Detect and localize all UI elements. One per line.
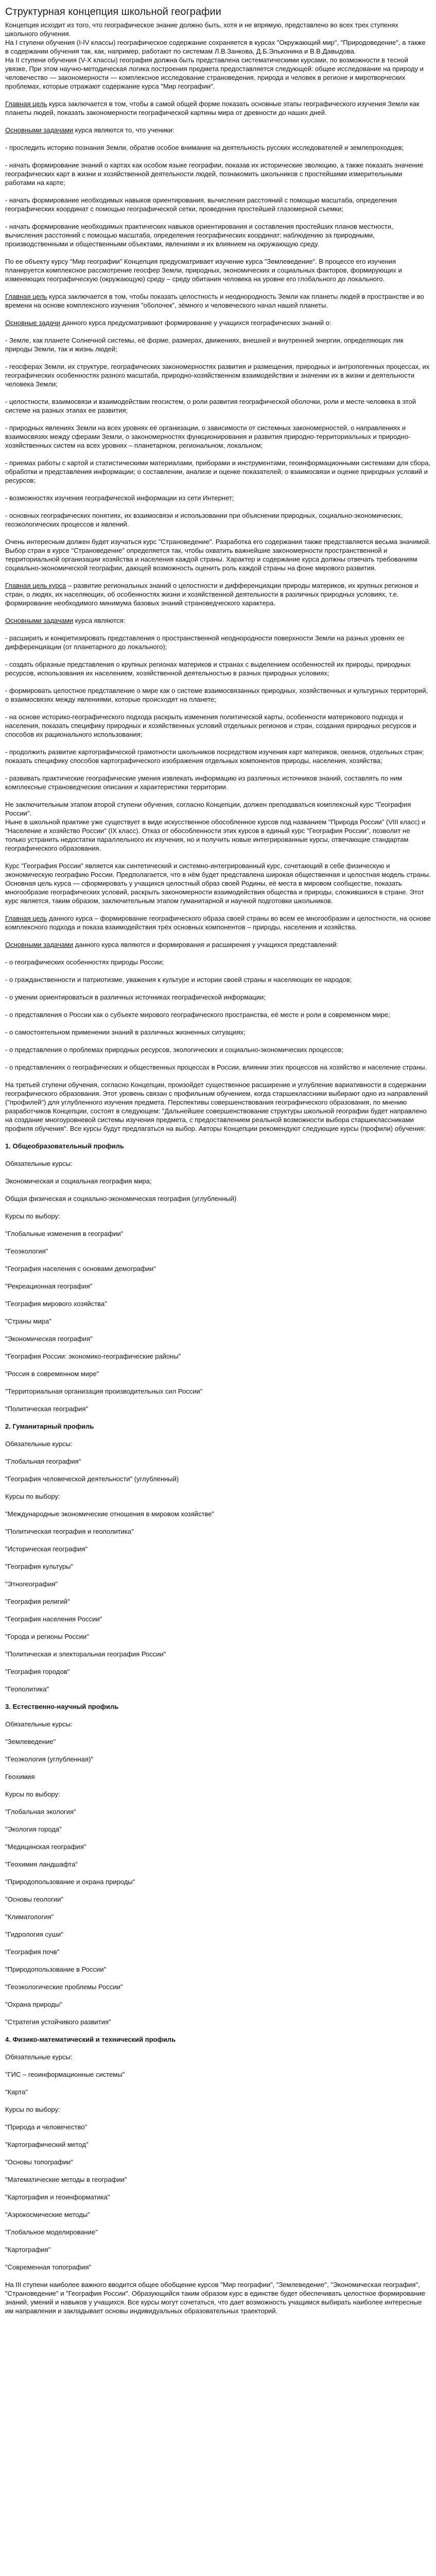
- profile-course-item: "Природа и человечество": [5, 2123, 88, 2131]
- profile-course-item: "ГИС – геоинформационные системы": [5, 2071, 125, 2078]
- profile-course-item: "География культуры": [5, 1563, 74, 1570]
- intro-paragraph: На II ступени обучения (V-X классы) география должна быть представлена систематическими курсами, по возможности в тесной увязке, При этом научно-методическая логика построения предмета предоставляется следующей: общее исследование на природу и человечество — закономерности — комплексное исследование страноведения, природа и человек в регионе и миротворческих проблемах, которые отражают содержание курса "Мир географии".: [5, 56, 424, 90]
- profile-course-item: "География населения с основами демографии": [5, 1265, 156, 1273]
- goal-paragraph: [5, 914, 431, 931]
- list-item: - проследить историю познания Земли, обратив особое внимание на деятельность русских исследователей и землепроходцев;: [5, 144, 404, 151]
- profile-course-item: Курсы по выбору:: [5, 1493, 60, 1500]
- list-item: - развивать практические географические умения извлекать информацию из различных источников знаний, составлять по ним комплексные страноведческие описания и характеристики территории.: [5, 774, 403, 791]
- body-paragraph: Очень интересным должен будет изучаться курс "Страноведение". Разработка его содержания также представляется весьма значимой. Выбор стран в курсе "Страноведение" определяется так, чтобы охватить важнейшие закономерности пространственной и территориальной организации хозяйства и населения каждой страны. Характер и содержание курса должны отвечать требованиям социально-экономической географии, дающей возможность оценить роль каждой страны на фоне мирового развития.: [5, 538, 431, 572]
- profile-course-item: "География России: экономико-географические районы": [5, 1352, 181, 1360]
- list-item: - целостности, взаимосвязи и взаимодействии геосистем, о роли развития географической оболочки, роли и месте человека в этой системе на разных этапах ее развития;: [5, 398, 416, 414]
- profile-list: [5, 1720, 431, 2026]
- profile-course-item: "Математические методы в географии": [5, 2176, 127, 2183]
- profile-course-item: "Основы геологии": [5, 1895, 63, 1903]
- tasks-text: курса являются:: [73, 617, 126, 624]
- list-item: - о представления о России как о субъекте мирового географического пространства, её месте и роли в современном мире;: [5, 1011, 390, 1019]
- list-item: - начать формирование знаний о картах как особом языке географии, показав их исторические эволюцию, а также показать значение географических карт в жизни и хозяйственной деятельности людей, познакомить школьников с простейшими измерительными работами на карте;: [5, 161, 424, 187]
- list-item: - о представлениях о географических и общественных процессах в России, влиянии этих процессов на хозяйство и население страны.: [5, 1063, 427, 1071]
- list-item: - начать формирование необходимых навыков ориентирования, вычисления расстояний с помощью масштаба, определения географических координат с помощью географической сетки, проведения простейшей глазомерной съемки;: [5, 196, 397, 213]
- list-item: - о гражданственности и патриотизме, уважения к культуре и истории своей страны и населяющих ее народов;: [5, 976, 352, 984]
- profile-course-item: Обязательные курсы:: [5, 1720, 73, 1728]
- list-item: - продолжить развитие картографической грамотности школьников посредством изучения карт материков, океанов, отдельных стран; показать специфику способов картографического изображения отдельных компонентов природы, населения, хозяйства;: [5, 748, 424, 765]
- profile-course-item: "Землеведение": [5, 1738, 56, 1745]
- profile-heading: 2. Гуманитарный профиль: [5, 1422, 94, 1430]
- tasks-heading: Основными задачами: [5, 941, 74, 948]
- profile-course-item: "Этногеография": [5, 1580, 58, 1588]
- profile-course-item: "Геоэкологические проблемы России": [5, 1983, 123, 1991]
- tasks-paragraph: [5, 126, 431, 134]
- profile-heading: 4. Физико-математический и технический профиль: [5, 2036, 176, 2043]
- profile-course-item: "Глобальные изменения в географии": [5, 1230, 124, 1238]
- profile-course-item: "Стратегия устойчивого развития": [5, 2018, 111, 2026]
- profile-course-item: "Современная топография": [5, 2263, 92, 2271]
- profile-course-item: "Политическая география и геополитика": [5, 1528, 134, 1535]
- profile-course-item: "Историческая география": [5, 1545, 88, 1553]
- profile-course-item: "География мирового хозяйства": [5, 1300, 107, 1308]
- profile-course-item: "Территориальная организация производительных сил России": [5, 1387, 203, 1395]
- body-paragraph: На третьей ступени обучения, согласно Концепции, произойдет существенное расширение и углубление вариативности в содержании географического образования. Этот уровень связан с профильным обучением, когда старшеклассники выбирают одно из направлений ("профилей") для углубленного изучения предмета. Перспективы совершенствования географического образования, по мнению разработчиков Концепции, состоят в следующем: "Дальнейшее совершенствование структуры школьной географии будет направлено на создание многоуровневой системы изучения предмета, с предоставлением реальной возможности выбора старшеклассниками профиля обучения". Все курсы будут предлагаться на выбор. Авторы Концепции рекомендуют следующие курсы (профили) обучения:: [5, 1081, 428, 1132]
- tasks-text: данного курса являются и формирования и расширения у учащихся представлений:: [73, 941, 338, 948]
- list-item: - на основе историко-географического подхода раскрыть изменения политической карты, особенности материкового подхода и населения, показать специфику природных и хозяйственных условий отдельных регионов и стран, создания природных ресурсов и способов их рационального использования;: [5, 713, 416, 738]
- page-title: Структурная концепция школьной географии: [5, 6, 221, 18]
- goal-text: курса заключается в том, чтобы показать целостность и неоднородность Земли как планеты людей в пространстве и во времени на основе комплексного изучения "оболочек", зёмного и человеческого начал нашей планеты.: [5, 293, 424, 309]
- profile-course-item: "Города и регионы России": [5, 1633, 89, 1640]
- profile-course-item: "Охрана природы": [5, 2001, 62, 2008]
- profile-course-item: Курсы по выбору:: [5, 2106, 60, 2113]
- profile-course-item: Обязательные курсы:: [5, 2053, 73, 2061]
- profile-course-item: "Природопользование в России": [5, 1965, 107, 1973]
- list-item: - о самостоятельном применении знаний в различных жизненных ситуациях;: [5, 1028, 246, 1036]
- goal-paragraph: [5, 292, 431, 310]
- list-item: - создать образные представления о крупных регионах материков и странах с выделением особенностей их природы, природных ресурсов, использования их населением, хозяйственной деятельностью в разных природных условиях;: [5, 660, 411, 677]
- goal-heading: Главная цель курса: [5, 582, 66, 589]
- profile-course-item: "Россия в современном мире": [5, 1370, 99, 1378]
- profile-course-item: "Основы топографии": [5, 2158, 73, 2166]
- profile-course-item: "География человеческой деятельности" (углубленный): [5, 1475, 179, 1483]
- profile-course-item: "Политическая география": [5, 1405, 89, 1413]
- body-paragraph: Не заключительным этапом второй ступени обучения, согласно Концепции, должен преподаваться комплексный курс "География России".: [5, 801, 411, 817]
- profile-heading: 1. Общеобразовательный профиль: [5, 1142, 124, 1150]
- goal-text: курса заключается в том, чтобы в самой общей форме показать основные этапы географического изучения Земли как планеты людей, показать закономерности географической картины мира от древности до наших дней.: [5, 100, 420, 116]
- profile-course-item: "Аэрокосмические методы": [5, 2211, 90, 2218]
- body-paragraph: По ее объекту курсу "Мир географии" Концепция предусматривает изучение курса "Землеведение". В процессе его изучения планируется комплексное рассмотрение геосфер Земли, природных, экономических и социальных факторов, формирующих и изменяющих географическую (окружающую) среду – среду обитания человека на уровне его глобального до локального.: [5, 258, 402, 283]
- tasks-heading: Основными задачами: [5, 617, 74, 624]
- tasks-text: курса являются то, что ученики:: [73, 126, 175, 134]
- goal-paragraph: [5, 581, 431, 607]
- profile-course-item: "География почв": [5, 1948, 60, 1956]
- profile-course-item: "География религий": [5, 1598, 70, 1605]
- profile-list: [5, 1439, 431, 1693]
- profile-course-item: Обязательные курсы:: [5, 1440, 73, 1448]
- profile-course-item: "Картография и геоинформатика": [5, 2193, 110, 2201]
- profile-course-item: "Страны мира": [5, 1317, 51, 1325]
- profile-course-item: "Геоэкология (углубленная)": [5, 1755, 94, 1763]
- profile-course-item: Курсы по выбору:: [5, 1212, 60, 1220]
- list-item: - возможностях изучения географической информации из сети Интернет;: [5, 494, 234, 502]
- list-item: - о умении ориентироваться в различных источниках географической информации;: [5, 993, 266, 1001]
- profile-course-item: Курсы по выбору:: [5, 1790, 60, 1798]
- body-paragraph: Курс "География России" является как синтетический и системно-интегрированный курс, сочетающий в себе физическую и экономическую географию России. Предполагается, что в нём будет представлена широкая общественная и целостная модель страны. Основная цель курса — сформировать у учащихся целостный образ своей Родины, её места в мировом сообществе, показать многообразие географических условий, раскрыть закономерности взаимодействия общества и природы, сложившихся в стране. Этот курс является, таким образом, заключительным этапом гуманитарной и научной подготовки школьников.: [5, 862, 431, 905]
- list-item: - приемах работы с картой и статистическими материалами, приборами и инструментами, геоинформационными системами для сбора, обработки и представления информации; о составлении, анализе и оценке показателей; о взаимосвязи и оценке природных условий и ресурсов;: [5, 459, 431, 484]
- profile-course-item: "Картографический метод": [5, 2141, 89, 2148]
- list-item: - природных явлениях Земли на всех уровнях её организации, о зависимости от системных закономерностей, о направлениях и взаимосвязях между сферами Земли, о закономерностях функционирования и развития природно-территориальных и природно-хозяйственных систем на всех уровнях – планетарном, региональном, локальном;: [5, 424, 411, 449]
- tasks-paragraph: [5, 318, 431, 327]
- goal-heading: Главная цель: [5, 293, 47, 300]
- profile-course-item: "География городов": [5, 1668, 70, 1675]
- profile-course-item: "Геополитика": [5, 1685, 49, 1693]
- profile-list: [5, 2053, 431, 2272]
- goal-paragraph: [5, 99, 431, 117]
- profile-course-item: "Климатология": [5, 1913, 54, 1921]
- profile-course-item: "Глобальное моделирование": [5, 2228, 98, 2236]
- profile-course-item: "География населения России": [5, 1615, 102, 1623]
- list-item: - начать формирование необходимых практических навыков ориентирования и составления простейших планов местности, вычисления расстояний с помощью масштаба, определения географических координат; наблюдению за природными, производственными и общественными объектами, явлениями и их влиянием на окружающую среду.: [5, 223, 393, 248]
- profile-course-item: Общая физическая и социально-экономическая география (углубленный): [5, 1195, 237, 1202]
- profile-course-item: "Глобальная экология": [5, 1808, 76, 1816]
- profile-course-item: "Экология города": [5, 1825, 62, 1833]
- goal-text: данного курса – формирование географического образа своей страны во всем ее многообразии и целостности, на основе комплексного подхода и показа взаимодействия трёх основных компонентов – природы, населения и хозяйства.: [5, 914, 431, 931]
- profile-course-item: "Гидрология суши": [5, 1930, 63, 1938]
- goal-heading: Главная цель: [5, 914, 47, 922]
- body-paragraph: Ныне в школьной практике уже существует в виде искусственное обособленное курсов под названием "Природа России" (VIII класс) и "Население и хозяйство России" (IX класс). Отказ от обособленности этих курсов в единый курс "География России", позволит не только устранить недостатки параллельного их изучения, но и получить новые интегрированные курсы, отвечающие стандартам географического образования.: [5, 818, 426, 852]
- profile-course-item: "Медицинская география": [5, 1843, 86, 1851]
- list-item: - Земле, как планете Солнечной системы, её форме, размерах, движениях, внешней и внутренней энергии, определяющих лик природы Земли, так и жизнь людей;: [5, 336, 404, 353]
- list-item: - расширить и конкретизировать представления о пространственной неоднородности поверхности Земли на разных уровнях ее дифференциации (от планетарного до локального);: [5, 634, 405, 651]
- tasks-paragraph: [5, 940, 431, 949]
- profile-course-item: "Картография": [5, 2246, 51, 2253]
- profile-list: [5, 1159, 431, 1413]
- profile-course-item: "Геохимия ландшафта": [5, 1860, 78, 1868]
- profile-course-item: "Карта": [5, 2088, 28, 2096]
- profile-course-item: Геохимия: [5, 1773, 35, 1781]
- profile-course-item: "Экономическая география": [5, 1335, 93, 1343]
- goal-heading: Главная цель: [5, 100, 47, 108]
- profile-course-item: "Природопользование и охрана природы": [5, 1878, 135, 1886]
- profile-course-item: Обязательные курсы:: [5, 1160, 73, 1167]
- list-item: - о представления о проблемах природных ресурсов, экологических и социально-экономических процессов;: [5, 1046, 343, 1054]
- profile-course-item: "Рекреационная география": [5, 1282, 93, 1290]
- profile-course-item: Экономическая и социальная география мира;: [5, 1177, 152, 1185]
- intro-paragraph: Концепция исходит из того, что географическое знание должно быть, хотя и не впрямую, представлено во всех трех ступенях школьного обучения.: [5, 21, 398, 38]
- tasks-heading: Основными задачами: [5, 126, 74, 134]
- tasks-heading: Основные задачи: [5, 319, 61, 327]
- tasks-text: данного курса предусматривают формирование у учащихся географических знаний о:: [60, 319, 332, 327]
- profile-course-item: "Международные экономические отношения в мировом хозяйстве": [5, 1510, 215, 1518]
- list-item: - формировать целостное представление о мире как о системе взаимосвязанных природных, хозяйственных и культурных территорий, о взаимосвязях между явлениями, которые происходят на планете;: [5, 687, 428, 703]
- profile-heading: 3. Естественно-научный профиль: [5, 1703, 119, 1710]
- profile-course-item: "Геоэкология": [5, 1247, 48, 1255]
- list-item: - геосферах Земли, их структуре, географических закономерностях развития и размещения, природных и антропогенных процессах, их географических особенностях разного масштаба, природно-хозяйственном взаимодействии и значении их в жизни и деятельности человека Земли;: [5, 363, 430, 388]
- list-item: - основных географических понятиях, их взаимосвязи и использовании при объяснении природных, социально-экономических, геоэкологических процессов и явлений.: [5, 512, 403, 528]
- profile-course-item: "Глобальная география": [5, 1458, 81, 1465]
- closing-paragraph: На III ступени наиболее важного вводится общее обобщение курсов "Мир географии", "Землеведение", "Экономическая география", "Страноведение" и "География России". Образующийся таким образом курс в единстве будет обеспечивать целостное формирование знаний, умений и навыков у учащихся. Все курсы могут сочетаться, что дает возможность учащимся выбирать наиболее интересные им направления и закладывает основы индивидуальных образовательных траекторий.: [5, 2281, 425, 2315]
- list-item: - о географических особенностях природы России;: [5, 958, 164, 966]
- tasks-paragraph: [5, 616, 431, 625]
- intro-paragraph: На I ступени обучения (I-IV классы) географическое содержание сохраняется в курсах "Окружающий мир", "Природоведение", а также в содержании обучения так, как, например, работают по системам Л.В.Занкова, Д.Б.Эльконина и В.В.Давыдова.: [5, 39, 426, 55]
- goal-text: – развитие региональных знаний о целостности и дифференциации природы материков, их крупных регионов и стран, о людях, их населяющих, об особенностях жизни и хозяйственной деятельности в различных природных условиях, т.е. формирование необходимого минимума базовых знаний страноведческого характера.: [5, 582, 418, 607]
- profile-course-item: "Политическая и электоральная география России": [5, 1650, 166, 1658]
